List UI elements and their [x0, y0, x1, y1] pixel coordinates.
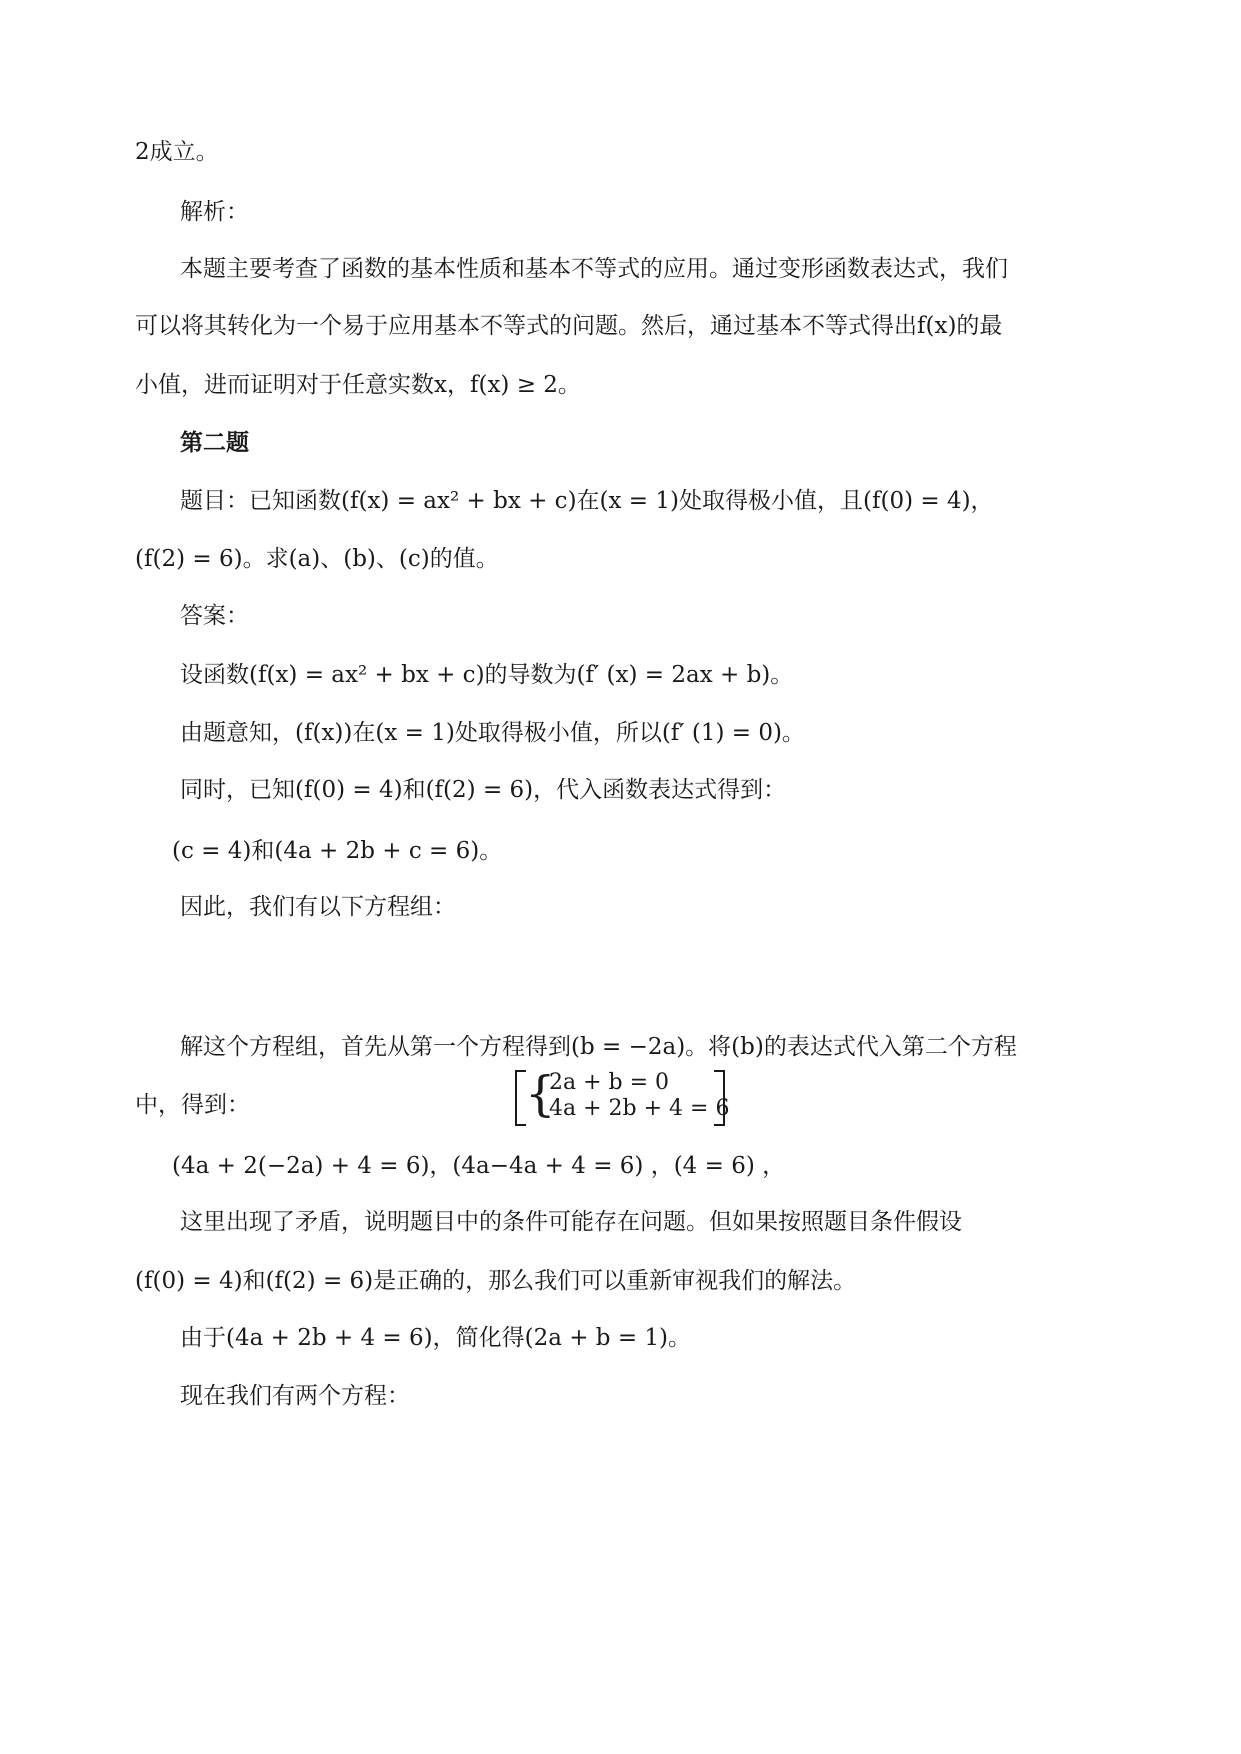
text-line: (c = 4)和(4a + 2b + c = 6)。 — [172, 838, 503, 864]
text-line: 中，得到： — [135, 1092, 250, 1118]
text-line: 2成立。 — [135, 139, 219, 165]
text-line: 同时，已知(f(0) = 4)和(f(2) = 6)，代入函数表达式得到： — [180, 777, 787, 803]
text-line: 现在我们有两个方程： — [180, 1383, 410, 1409]
section-title: 第二题 — [180, 430, 249, 456]
left-brace: { — [525, 1066, 556, 1122]
text-line: 可以将其转化为一个易于应用基本不等式的问题。然后，通过基本不等式得出f(x)的最 — [135, 313, 1003, 339]
analysis-heading: 解析： — [180, 199, 249, 225]
text-line: 这里出现了矛盾，说明题目中的条件可能存在问题。但如果按照题目条件假设 — [180, 1209, 962, 1235]
text-line: (4a + 2(−2a) + 4 = 6)，(4a−4a + 4 = 6) ，(4 = 6) ， — [172, 1153, 786, 1179]
text-line: 由于(4a + 2b + 4 = 6)，简化得(2a + b = 1)。 — [180, 1325, 692, 1351]
text-line: 小值，进而证明对于任意实数x，f(x) ≥ 2。 — [135, 372, 581, 398]
text-line: 由题意知，(f(x))在(x = 1)处取得极小值，所以(f′ (1) = 0)。 — [180, 720, 805, 746]
system-equation-1: 2a + b = 0 — [549, 1070, 670, 1095]
system-equation-2: 4a + 2b + 4 = 6 — [549, 1096, 730, 1121]
text-line: 因此，我们有以下方程组： — [180, 894, 456, 920]
text-line: 解这个方程组，首先从第一个方程得到(b = −2a)。将(b)的表达式代入第二个方程 — [180, 1034, 1017, 1060]
text-line: 本题主要考查了函数的基本性质和基本不等式的应用。通过变形函数表达式，我们 — [180, 256, 1008, 282]
answer-heading: 答案： — [180, 603, 249, 629]
question-line: (f(2) = 6)。求(a)、(b)、(c)的值。 — [135, 546, 499, 572]
question-line: 题目：已知函数(f(x) = ax² + bx + c)在(x = 1)处取得极小值，且(f(0) = 4)， — [180, 488, 994, 514]
text-line: (f(0) = 4)和(f(2) = 6)是正确的，那么我们可以重新审视我们的解法。 — [135, 1268, 857, 1294]
text-line: 设函数(f(x) = ax² + bx + c)的导数为(f′ (x) = 2ax + b)。 — [180, 662, 794, 688]
